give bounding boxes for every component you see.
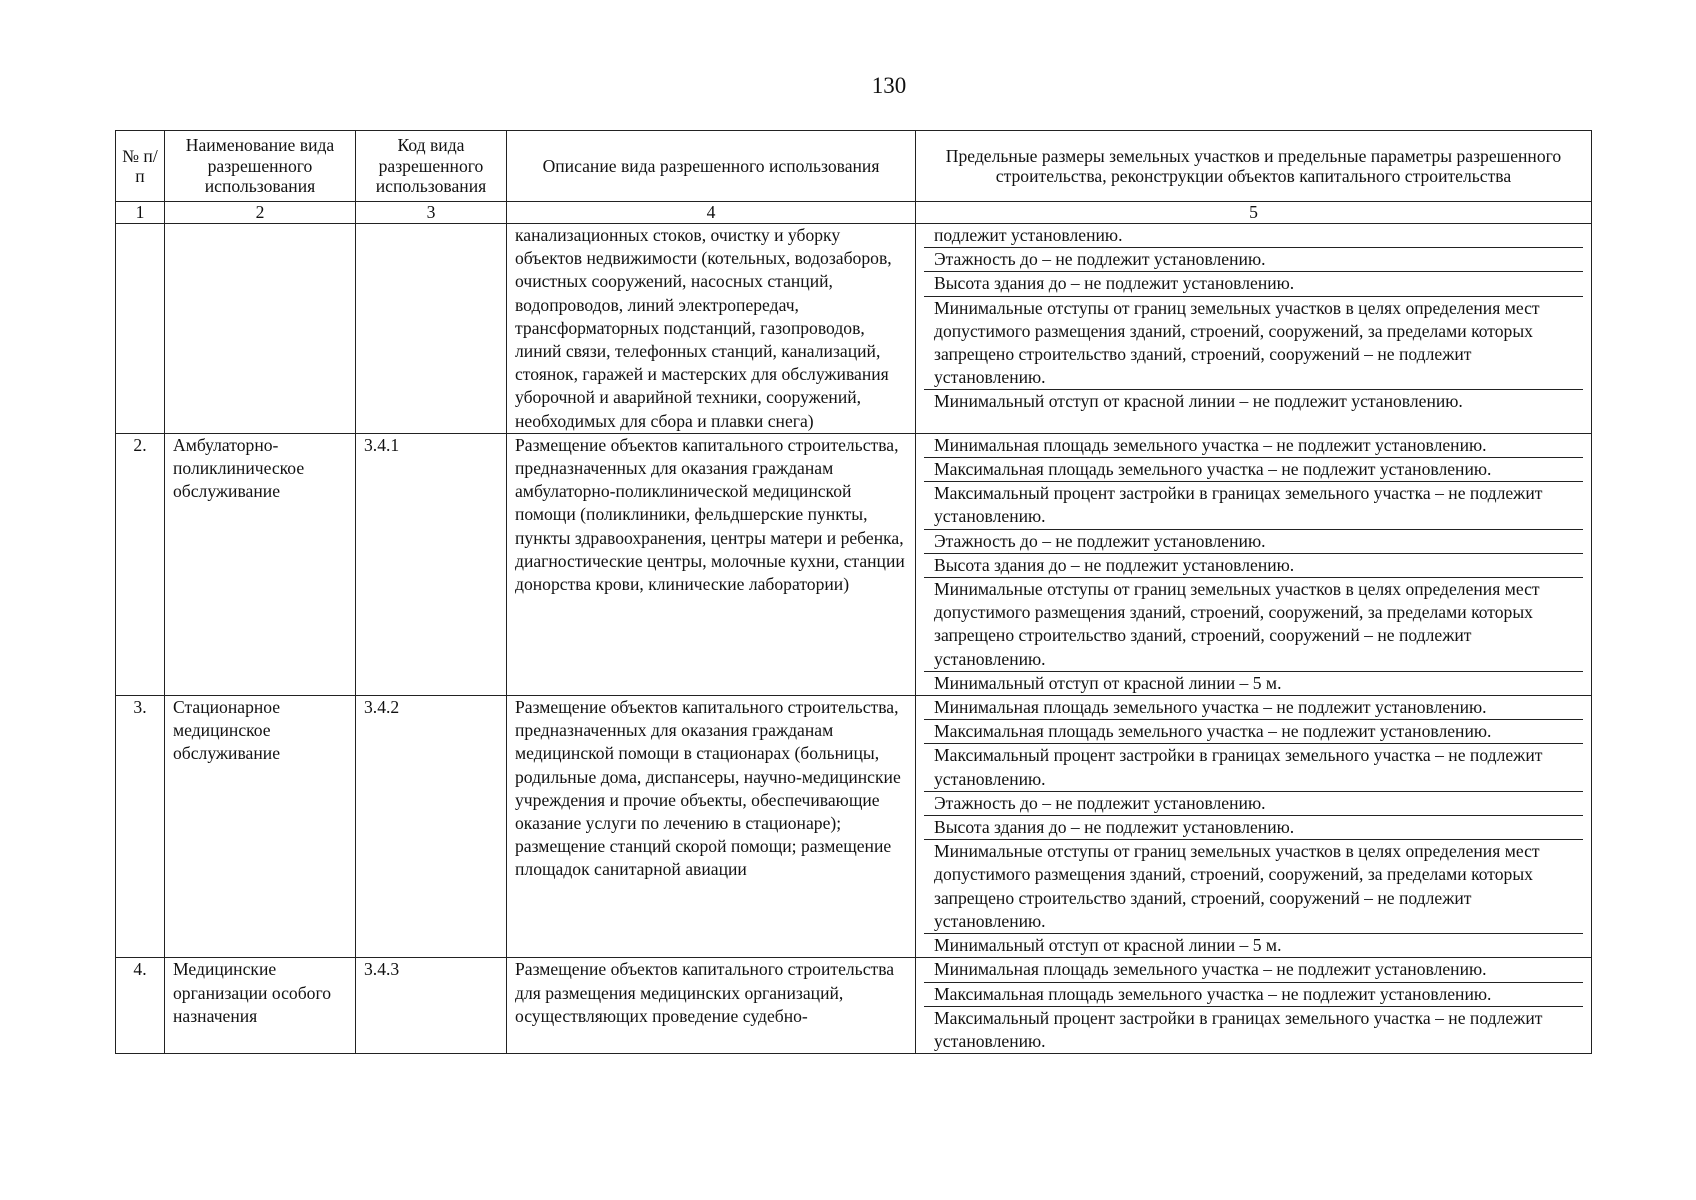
header-description: Описание вида разрешенного использования — [507, 131, 916, 202]
row-number: 2. — [116, 433, 165, 695]
parameter-item: Минимальная площадь земельного участка – не подлежит установлению. — [924, 434, 1583, 458]
parameter-item: Максимальный процент застройки в границах земельного участка – не подлежит установлению. — [924, 744, 1583, 791]
column-number: 5 — [916, 202, 1592, 224]
table-row — [116, 224, 1592, 434]
parameter-item: Высота здания до – не подлежит установлению. — [924, 816, 1583, 840]
column-number: 2 — [165, 202, 356, 224]
row-name: Медицинские организации особого назначения — [165, 958, 356, 1054]
row-code — [356, 224, 507, 434]
parameter-item: Этажность до – не подлежит установлению. — [924, 792, 1583, 816]
row-description: Размещение объектов капитального строительства, предназначенных для оказания гражданам амбулаторно-поликлинической медицинской помощи (поликлиники, фельдшерские пункты, пункты здравоохранения, центры матери и ребенка, диагностические центры, молочные кухни, станции донорства крови, клинические лаборатории) — [507, 433, 916, 695]
row-name: Амбулаторно-поликлиническое обслуживание — [165, 433, 356, 695]
parameter-item: Этажность до – не подлежит установлению. — [924, 530, 1583, 554]
page-number: 130 — [871, 73, 907, 98]
parameter-item: Этажность до – не подлежит установлению. — [924, 248, 1583, 272]
row-number: 3. — [116, 696, 165, 958]
row-code: 3.4.3 — [356, 958, 507, 1054]
header-parameters: Предельные размеры земельных участков и предельные параметры разрешенного строительства, реконструкции объектов капитального строительства — [916, 131, 1592, 202]
parameter-item: подлежит установлению. — [924, 224, 1583, 248]
table-header-row — [116, 131, 1592, 202]
row-code: 3.4.1 — [356, 433, 507, 695]
table-row — [116, 433, 1592, 695]
parameter-item: Минимальные отступы от границ земельных участков в целях определения мест допустимого размещения зданий, строений, сооружений, за пределами которых запрещено строительство зданий, строений, сооружений – не подлежит установлению. — [924, 297, 1583, 391]
row-parameters — [916, 224, 1592, 434]
zoning-table — [115, 130, 1592, 1054]
row-parameters — [916, 433, 1592, 695]
column-number: 4 — [507, 202, 916, 224]
column-number-row — [116, 202, 1592, 224]
row-code: 3.4.2 — [356, 696, 507, 958]
row-name — [165, 224, 356, 434]
parameter-item: Максимальная площадь земельного участка – не подлежит установлению. — [924, 983, 1583, 1007]
header-number: № п/п — [116, 131, 165, 202]
header-code: Код вида разрешенного использования — [356, 131, 507, 202]
parameter-item: Максимальный процент застройки в границах земельного участка – не подлежит установлению. — [934, 1007, 1543, 1051]
parameter-item: Минимальные отступы от границ земельных участков в целях определения мест допустимого размещения зданий, строений, сооружений, за пределами которых запрещено строительство зданий, строений, сооружений – не подлежит установлению. — [924, 578, 1583, 672]
table-row — [116, 958, 1592, 1054]
table-row — [116, 696, 1592, 958]
row-number — [116, 224, 165, 434]
parameter-item: Минимальный отступ от красной линии – 5 м. — [934, 672, 1282, 693]
row-description: канализационных стоков, очистку и уборку объектов недвижимости (котельных, водозаборов, очистных сооружений, насосных станций, водопроводов, линий электропередач, трансформаторных подстанций, газопроводов, линий связи, телефонных станций, канализаций, стоянок, гаражей и мастерских для обслуживания уборочной и аварийной техники, сооружений, необходимых для сбора и плавки снега) — [507, 224, 916, 434]
row-description: Размещение объектов капитального строительства, предназначенных для оказания гражданам медицинской помощи в стационарах (больницы, родильные дома, диспансеры, научно-медицинские учреждения и прочие объекты, обеспечивающие оказание услуги по лечению в стационаре); размещение станций скорой помощи; размещение площадок санитарной авиации — [507, 696, 916, 958]
row-parameters — [916, 958, 1592, 1054]
parameter-item: Минимальная площадь земельного участка – не подлежит установлению. — [924, 696, 1583, 720]
parameter-item: Максимальная площадь земельного участка – не подлежит установлению. — [924, 720, 1583, 744]
row-parameters — [916, 696, 1592, 958]
parameter-item: Минимальный отступ от красной линии – 5 м. — [934, 935, 1282, 956]
row-number: 4. — [116, 958, 165, 1054]
parameter-item: Минимальный отступ от красной линии – не подлежит установлению. — [934, 391, 1463, 412]
column-number: 1 — [116, 202, 165, 224]
header-name: Наименование вида разрешенного использования — [165, 131, 356, 202]
parameter-item: Максимальный процент застройки в границах земельного участка – не подлежит установлению. — [924, 482, 1583, 529]
parameter-item: Максимальная площадь земельного участка – не подлежит установлению. — [924, 458, 1583, 482]
row-name: Стационарное медицинское обслуживание — [165, 696, 356, 958]
column-number: 3 — [356, 202, 507, 224]
parameter-item: Минимальные отступы от границ земельных участков в целях определения мест допустимого размещения зданий, строений, сооружений, за пределами которых запрещено строительство зданий, строений, сооружений – не подлежит установлению. — [924, 840, 1583, 934]
parameter-item: Высота здания до – не подлежит установлению. — [924, 554, 1583, 578]
parameter-item: Высота здания до – не подлежит установлению. — [924, 272, 1583, 296]
row-description: Размещение объектов капитального строительства для размещения медицинских организаций, осуществляющих проведение судебно- — [507, 958, 916, 1054]
parameter-item: Минимальная площадь земельного участка – не подлежит установлению. — [924, 958, 1583, 982]
